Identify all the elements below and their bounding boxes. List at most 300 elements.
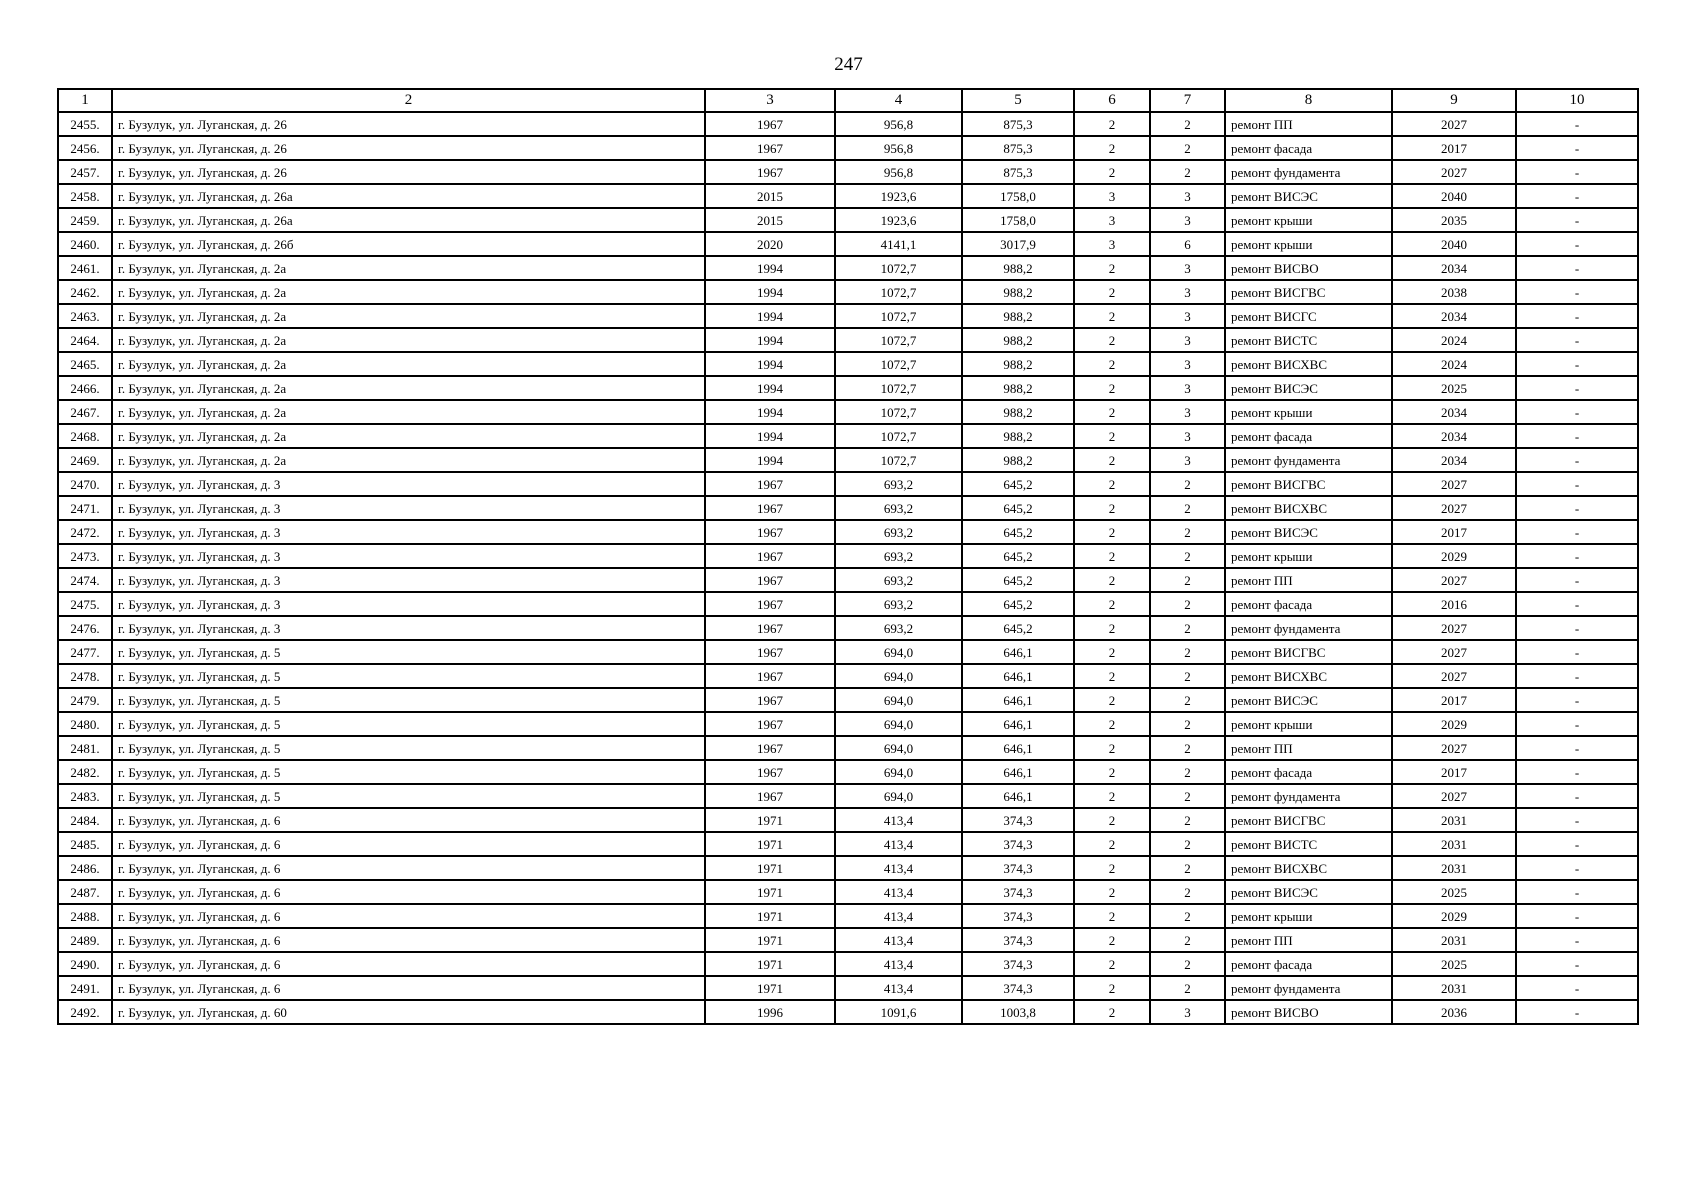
- table-row: [58, 160, 1638, 184]
- column-header-4: 4: [835, 89, 962, 112]
- cell-note: -: [1516, 136, 1638, 160]
- cell-living-area: 875,3: [962, 160, 1074, 184]
- cell-address: г. Бузулук, ул. Луганская, д. 3: [112, 520, 705, 544]
- cell-living-area: 374,3: [962, 832, 1074, 856]
- cell-living-area: 374,3: [962, 808, 1074, 832]
- cell-floors-col7: 2: [1150, 136, 1225, 160]
- cell-floors-col6: 2: [1074, 544, 1150, 568]
- cell-floors-col7: 2: [1150, 808, 1225, 832]
- cell-planned-year: 2024: [1392, 352, 1516, 376]
- cell-year-built: 1967: [705, 520, 835, 544]
- cell-row-number: 2491.: [58, 976, 112, 1000]
- cell-row-number: 2478.: [58, 664, 112, 688]
- cell-address: г. Бузулук, ул. Луганская, д. 5: [112, 760, 705, 784]
- cell-note: -: [1516, 352, 1638, 376]
- column-header-2: 2: [112, 89, 705, 112]
- cell-living-area: 374,3: [962, 880, 1074, 904]
- cell-note: -: [1516, 976, 1638, 1000]
- cell-planned-year: 2034: [1392, 424, 1516, 448]
- cell-note: -: [1516, 544, 1638, 568]
- column-header-10: 10: [1516, 89, 1638, 112]
- cell-address: г. Бузулук, ул. Луганская, д. 3: [112, 568, 705, 592]
- cell-living-area: 988,2: [962, 256, 1074, 280]
- cell-row-number: 2484.: [58, 808, 112, 832]
- cell-address: г. Бузулук, ул. Луганская, д. 5: [112, 736, 705, 760]
- cell-total-area: 693,2: [835, 472, 962, 496]
- cell-total-area: 1072,7: [835, 328, 962, 352]
- cell-floors-col7: 3: [1150, 448, 1225, 472]
- cell-work-type: ремонт ВИСЭС: [1225, 880, 1392, 904]
- cell-year-built: 1967: [705, 616, 835, 640]
- cell-planned-year: 2027: [1392, 640, 1516, 664]
- cell-row-number: 2490.: [58, 952, 112, 976]
- cell-floors-col7: 2: [1150, 736, 1225, 760]
- cell-living-area: 988,2: [962, 376, 1074, 400]
- table-row: [58, 544, 1638, 568]
- cell-year-built: 2015: [705, 184, 835, 208]
- cell-address: г. Бузулук, ул. Луганская, д. 26б: [112, 232, 705, 256]
- cell-note: -: [1516, 952, 1638, 976]
- cell-address: г. Бузулук, ул. Луганская, д. 26: [112, 112, 705, 136]
- cell-note: -: [1516, 904, 1638, 928]
- cell-floors-col7: 3: [1150, 184, 1225, 208]
- cell-address: г. Бузулук, ул. Луганская, д. 3: [112, 472, 705, 496]
- cell-address: г. Бузулук, ул. Луганская, д. 3: [112, 592, 705, 616]
- cell-year-built: 1967: [705, 496, 835, 520]
- cell-planned-year: 2029: [1392, 712, 1516, 736]
- cell-work-type: ремонт ВИСЭС: [1225, 376, 1392, 400]
- cell-floors-col7: 2: [1150, 928, 1225, 952]
- cell-floors-col7: 3: [1150, 328, 1225, 352]
- cell-row-number: 2474.: [58, 568, 112, 592]
- cell-planned-year: 2038: [1392, 280, 1516, 304]
- cell-year-built: 1994: [705, 424, 835, 448]
- cell-planned-year: 2029: [1392, 904, 1516, 928]
- cell-year-built: 1967: [705, 112, 835, 136]
- cell-row-number: 2479.: [58, 688, 112, 712]
- cell-work-type: ремонт ВИСВО: [1225, 1000, 1392, 1024]
- cell-floors-col7: 2: [1150, 160, 1225, 184]
- cell-living-area: 374,3: [962, 976, 1074, 1000]
- table-row: [58, 232, 1638, 256]
- cell-work-type: ремонт ВИСГВС: [1225, 640, 1392, 664]
- cell-floors-col6: 2: [1074, 760, 1150, 784]
- cell-planned-year: 2017: [1392, 520, 1516, 544]
- cell-address: г. Бузулук, ул. Луганская, д. 26а: [112, 184, 705, 208]
- cell-work-type: ремонт крыши: [1225, 712, 1392, 736]
- cell-floors-col7: 3: [1150, 1000, 1225, 1024]
- cell-total-area: 694,0: [835, 736, 962, 760]
- cell-living-area: 988,2: [962, 304, 1074, 328]
- cell-floors-col6: 3: [1074, 232, 1150, 256]
- cell-floors-col7: 2: [1150, 640, 1225, 664]
- cell-work-type: ремонт фундамента: [1225, 160, 1392, 184]
- cell-floors-col6: 2: [1074, 712, 1150, 736]
- table-row: [58, 568, 1638, 592]
- table-row: [58, 880, 1638, 904]
- cell-living-area: 374,3: [962, 856, 1074, 880]
- cell-row-number: 2477.: [58, 640, 112, 664]
- cell-row-number: 2462.: [58, 280, 112, 304]
- cell-total-area: 693,2: [835, 592, 962, 616]
- cell-floors-col6: 2: [1074, 1000, 1150, 1024]
- cell-note: -: [1516, 784, 1638, 808]
- page-number: 247: [834, 54, 863, 75]
- cell-work-type: ремонт ПП: [1225, 736, 1392, 760]
- table-row: [58, 376, 1638, 400]
- cell-note: -: [1516, 448, 1638, 472]
- cell-floors-col6: 2: [1074, 160, 1150, 184]
- header-row: [58, 89, 1638, 112]
- table-row: [58, 760, 1638, 784]
- cell-note: -: [1516, 736, 1638, 760]
- cell-work-type: ремонт фундамента: [1225, 784, 1392, 808]
- cell-living-area: 1758,0: [962, 184, 1074, 208]
- cell-note: -: [1516, 256, 1638, 280]
- cell-floors-col7: 2: [1150, 760, 1225, 784]
- cell-floors-col7: 2: [1150, 568, 1225, 592]
- cell-floors-col7: 2: [1150, 976, 1225, 1000]
- cell-address: г. Бузулук, ул. Луганская, д. 6: [112, 904, 705, 928]
- cell-floors-col6: 2: [1074, 568, 1150, 592]
- cell-year-built: 1967: [705, 640, 835, 664]
- cell-address: г. Бузулук, ул. Луганская, д. 2а: [112, 448, 705, 472]
- cell-planned-year: 2034: [1392, 400, 1516, 424]
- cell-work-type: ремонт фасада: [1225, 424, 1392, 448]
- cell-planned-year: 2025: [1392, 376, 1516, 400]
- cell-address: г. Бузулук, ул. Луганская, д. 3: [112, 544, 705, 568]
- cell-address: г. Бузулук, ул. Луганская, д. 5: [112, 784, 705, 808]
- cell-total-area: 956,8: [835, 136, 962, 160]
- cell-total-area: 1923,6: [835, 184, 962, 208]
- cell-note: -: [1516, 688, 1638, 712]
- cell-row-number: 2489.: [58, 928, 112, 952]
- cell-total-area: 413,4: [835, 808, 962, 832]
- cell-total-area: 1072,7: [835, 304, 962, 328]
- cell-year-built: 1971: [705, 856, 835, 880]
- cell-floors-col6: 2: [1074, 952, 1150, 976]
- cell-row-number: 2458.: [58, 184, 112, 208]
- cell-floors-col6: 2: [1074, 304, 1150, 328]
- cell-floors-col7: 2: [1150, 688, 1225, 712]
- cell-floors-col6: 2: [1074, 856, 1150, 880]
- cell-living-area: 646,1: [962, 736, 1074, 760]
- cell-total-area: 694,0: [835, 664, 962, 688]
- cell-total-area: 413,4: [835, 880, 962, 904]
- cell-note: -: [1516, 592, 1638, 616]
- cell-floors-col6: 2: [1074, 784, 1150, 808]
- cell-row-number: 2485.: [58, 832, 112, 856]
- cell-address: г. Бузулук, ул. Луганская, д. 6: [112, 952, 705, 976]
- cell-note: -: [1516, 616, 1638, 640]
- cell-address: г. Бузулук, ул. Луганская, д. 60: [112, 1000, 705, 1024]
- cell-living-area: 646,1: [962, 712, 1074, 736]
- cell-living-area: 875,3: [962, 136, 1074, 160]
- table-row: [58, 1000, 1638, 1024]
- cell-floors-col7: 2: [1150, 616, 1225, 640]
- cell-total-area: 693,2: [835, 568, 962, 592]
- cell-living-area: 646,1: [962, 760, 1074, 784]
- cell-work-type: ремонт ПП: [1225, 928, 1392, 952]
- cell-living-area: 988,2: [962, 424, 1074, 448]
- table-row: [58, 808, 1638, 832]
- cell-year-built: 1994: [705, 328, 835, 352]
- cell-row-number: 2457.: [58, 160, 112, 184]
- cell-living-area: 988,2: [962, 448, 1074, 472]
- cell-planned-year: 2025: [1392, 952, 1516, 976]
- cell-planned-year: 2034: [1392, 256, 1516, 280]
- cell-row-number: 2463.: [58, 304, 112, 328]
- cell-planned-year: 2031: [1392, 832, 1516, 856]
- table-row: [58, 904, 1638, 928]
- cell-living-area: 645,2: [962, 472, 1074, 496]
- cell-floors-col6: 2: [1074, 352, 1150, 376]
- cell-address: г. Бузулук, ул. Луганская, д. 2а: [112, 352, 705, 376]
- table-row: [58, 976, 1638, 1000]
- cell-total-area: 693,2: [835, 544, 962, 568]
- cell-floors-col7: 2: [1150, 712, 1225, 736]
- cell-floors-col6: 2: [1074, 880, 1150, 904]
- cell-total-area: 1072,7: [835, 424, 962, 448]
- cell-address: г. Бузулук, ул. Луганская, д. 26а: [112, 208, 705, 232]
- cell-living-area: 988,2: [962, 400, 1074, 424]
- cell-address: г. Бузулук, ул. Луганская, д. 3: [112, 496, 705, 520]
- cell-floors-col7: 3: [1150, 208, 1225, 232]
- cell-year-built: 2015: [705, 208, 835, 232]
- table-row: [58, 184, 1638, 208]
- cell-note: -: [1516, 880, 1638, 904]
- table-row: [58, 664, 1638, 688]
- cell-row-number: 2487.: [58, 880, 112, 904]
- cell-work-type: ремонт фасада: [1225, 592, 1392, 616]
- cell-year-built: 1967: [705, 544, 835, 568]
- cell-living-area: 988,2: [962, 352, 1074, 376]
- cell-floors-col7: 2: [1150, 520, 1225, 544]
- cell-year-built: 1994: [705, 448, 835, 472]
- cell-address: г. Бузулук, ул. Луганская, д. 6: [112, 808, 705, 832]
- cell-floors-col6: 2: [1074, 280, 1150, 304]
- cell-row-number: 2460.: [58, 232, 112, 256]
- cell-row-number: 2468.: [58, 424, 112, 448]
- cell-year-built: 1967: [705, 472, 835, 496]
- table-row: [58, 328, 1638, 352]
- cell-note: -: [1516, 832, 1638, 856]
- cell-planned-year: 2034: [1392, 304, 1516, 328]
- cell-floors-col6: 2: [1074, 448, 1150, 472]
- cell-total-area: 1072,7: [835, 256, 962, 280]
- table-row: [58, 400, 1638, 424]
- table-row: [58, 856, 1638, 880]
- cell-total-area: 413,4: [835, 928, 962, 952]
- cell-total-area: 694,0: [835, 760, 962, 784]
- cell-living-area: 988,2: [962, 328, 1074, 352]
- cell-planned-year: 2029: [1392, 544, 1516, 568]
- cell-year-built: 1994: [705, 256, 835, 280]
- cell-living-area: 646,1: [962, 784, 1074, 808]
- cell-floors-col7: 3: [1150, 424, 1225, 448]
- cell-row-number: 2470.: [58, 472, 112, 496]
- cell-planned-year: 2027: [1392, 664, 1516, 688]
- cell-work-type: ремонт фундамента: [1225, 616, 1392, 640]
- cell-floors-col6: 2: [1074, 112, 1150, 136]
- cell-total-area: 694,0: [835, 688, 962, 712]
- column-header-8: 8: [1225, 89, 1392, 112]
- cell-floors-col7: 3: [1150, 256, 1225, 280]
- cell-work-type: ремонт фундамента: [1225, 448, 1392, 472]
- cell-total-area: 1072,7: [835, 376, 962, 400]
- cell-planned-year: 2040: [1392, 232, 1516, 256]
- table-row: [58, 520, 1638, 544]
- cell-year-built: 1971: [705, 832, 835, 856]
- cell-note: -: [1516, 640, 1638, 664]
- cell-floors-col7: 2: [1150, 904, 1225, 928]
- cell-year-built: 1994: [705, 352, 835, 376]
- table-row: [58, 616, 1638, 640]
- cell-address: г. Бузулук, ул. Луганская, д. 26: [112, 160, 705, 184]
- column-header-7: 7: [1150, 89, 1225, 112]
- cell-living-area: 374,3: [962, 904, 1074, 928]
- cell-row-number: 2486.: [58, 856, 112, 880]
- cell-work-type: ремонт крыши: [1225, 208, 1392, 232]
- table-row: [58, 712, 1638, 736]
- cell-planned-year: 2027: [1392, 160, 1516, 184]
- cell-living-area: 646,1: [962, 664, 1074, 688]
- cell-living-area: 646,1: [962, 688, 1074, 712]
- cell-floors-col6: 2: [1074, 256, 1150, 280]
- cell-row-number: 2465.: [58, 352, 112, 376]
- cell-row-number: 2488.: [58, 904, 112, 928]
- cell-work-type: ремонт ВИСГВС: [1225, 472, 1392, 496]
- cell-floors-col6: 2: [1074, 424, 1150, 448]
- cell-address: г. Бузулук, ул. Луганская, д. 2а: [112, 400, 705, 424]
- table-row: [58, 256, 1638, 280]
- cell-work-type: ремонт ВИСЭС: [1225, 184, 1392, 208]
- cell-note: -: [1516, 856, 1638, 880]
- cell-work-type: ремонт ПП: [1225, 112, 1392, 136]
- cell-work-type: ремонт ВИСХВС: [1225, 352, 1392, 376]
- cell-row-number: 2475.: [58, 592, 112, 616]
- column-header-1: 1: [58, 89, 112, 112]
- table-row: [58, 352, 1638, 376]
- cell-total-area: 956,8: [835, 160, 962, 184]
- cell-floors-col6: 2: [1074, 928, 1150, 952]
- cell-floors-col7: 2: [1150, 832, 1225, 856]
- cell-work-type: ремонт ВИСГВС: [1225, 280, 1392, 304]
- cell-work-type: ремонт крыши: [1225, 400, 1392, 424]
- cell-floors-col7: 3: [1150, 400, 1225, 424]
- cell-total-area: 1072,7: [835, 280, 962, 304]
- cell-address: г. Бузулук, ул. Луганская, д. 5: [112, 712, 705, 736]
- cell-floors-col6: 2: [1074, 808, 1150, 832]
- cell-floors-col7: 2: [1150, 952, 1225, 976]
- cell-planned-year: 2027: [1392, 616, 1516, 640]
- cell-floors-col6: 2: [1074, 496, 1150, 520]
- cell-note: -: [1516, 472, 1638, 496]
- cell-row-number: 2464.: [58, 328, 112, 352]
- cell-total-area: 413,4: [835, 856, 962, 880]
- cell-total-area: 694,0: [835, 784, 962, 808]
- cell-floors-col6: 2: [1074, 616, 1150, 640]
- cell-planned-year: 2024: [1392, 328, 1516, 352]
- cell-note: -: [1516, 376, 1638, 400]
- table-row: [58, 280, 1638, 304]
- cell-row-number: 2472.: [58, 520, 112, 544]
- cell-note: -: [1516, 328, 1638, 352]
- cell-row-number: 2459.: [58, 208, 112, 232]
- cell-planned-year: 2031: [1392, 808, 1516, 832]
- table-row: [58, 952, 1638, 976]
- cell-year-built: 1967: [705, 760, 835, 784]
- cell-planned-year: 2036: [1392, 1000, 1516, 1024]
- cell-planned-year: 2025: [1392, 880, 1516, 904]
- cell-row-number: 2469.: [58, 448, 112, 472]
- cell-address: г. Бузулук, ул. Луганская, д. 6: [112, 976, 705, 1000]
- cell-work-type: ремонт ВИСХВС: [1225, 496, 1392, 520]
- cell-note: -: [1516, 424, 1638, 448]
- cell-year-built: 1967: [705, 736, 835, 760]
- cell-total-area: 693,2: [835, 520, 962, 544]
- cell-row-number: 2455.: [58, 112, 112, 136]
- cell-year-built: 1971: [705, 952, 835, 976]
- cell-floors-col6: 2: [1074, 736, 1150, 760]
- cell-living-area: 645,2: [962, 616, 1074, 640]
- cell-floors-col6: 2: [1074, 400, 1150, 424]
- cell-floors-col6: 2: [1074, 664, 1150, 688]
- cell-work-type: ремонт фундамента: [1225, 976, 1392, 1000]
- cell-living-area: 875,3: [962, 112, 1074, 136]
- cell-planned-year: 2017: [1392, 688, 1516, 712]
- cell-floors-col7: 2: [1150, 856, 1225, 880]
- cell-note: -: [1516, 568, 1638, 592]
- table-row: [58, 208, 1638, 232]
- cell-address: г. Бузулук, ул. Луганская, д. 5: [112, 664, 705, 688]
- cell-planned-year: 2027: [1392, 496, 1516, 520]
- cell-address: г. Бузулук, ул. Луганская, д. 6: [112, 880, 705, 904]
- table-row: [58, 472, 1638, 496]
- cell-living-area: 1003,8: [962, 1000, 1074, 1024]
- cell-note: -: [1516, 760, 1638, 784]
- cell-year-built: 1967: [705, 592, 835, 616]
- cell-note: -: [1516, 928, 1638, 952]
- cell-total-area: 413,4: [835, 952, 962, 976]
- cell-address: г. Бузулук, ул. Луганская, д. 26: [112, 136, 705, 160]
- cell-total-area: 413,4: [835, 832, 962, 856]
- table-body: [58, 112, 1638, 1024]
- cell-living-area: 988,2: [962, 280, 1074, 304]
- column-header-5: 5: [962, 89, 1074, 112]
- cell-living-area: 645,2: [962, 496, 1074, 520]
- cell-floors-col6: 2: [1074, 520, 1150, 544]
- table-row: [58, 448, 1638, 472]
- table-row: [58, 496, 1638, 520]
- cell-note: -: [1516, 808, 1638, 832]
- cell-note: -: [1516, 184, 1638, 208]
- cell-year-built: 1994: [705, 400, 835, 424]
- cell-year-built: 1994: [705, 304, 835, 328]
- cell-year-built: 1967: [705, 664, 835, 688]
- cell-row-number: 2456.: [58, 136, 112, 160]
- cell-total-area: 1091,6: [835, 1000, 962, 1024]
- cell-floors-col6: 2: [1074, 472, 1150, 496]
- cell-year-built: 1996: [705, 1000, 835, 1024]
- cell-floors-col7: 2: [1150, 592, 1225, 616]
- cell-address: г. Бузулук, ул. Луганская, д. 2а: [112, 256, 705, 280]
- cell-living-area: 3017,9: [962, 232, 1074, 256]
- cell-living-area: 645,2: [962, 520, 1074, 544]
- cell-floors-col7: 6: [1150, 232, 1225, 256]
- cell-floors-col7: 3: [1150, 376, 1225, 400]
- cell-year-built: 2020: [705, 232, 835, 256]
